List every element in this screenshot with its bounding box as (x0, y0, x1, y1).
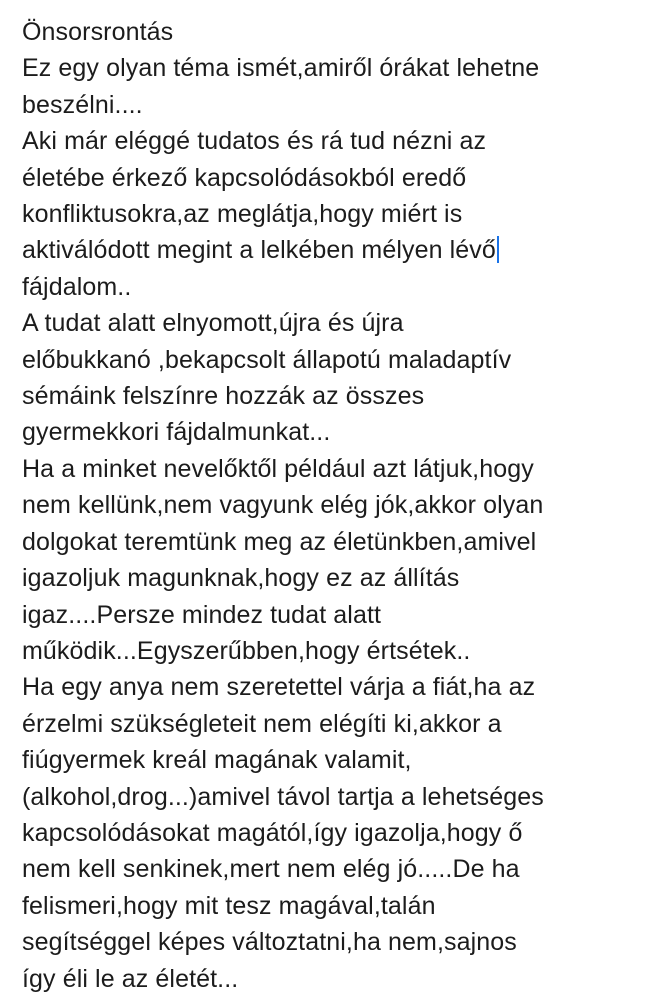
text-line: igaz....Persze mindez tudat alatt (22, 600, 382, 629)
text-line: sémáink felszínre hozzák az összes (22, 382, 425, 411)
text-line: Ez egy olyan téma ismét,amiről órákat lehetne (22, 54, 540, 83)
text-line: aktiválódott megint a lelkében mélyen lévő (22, 236, 496, 265)
post-title: Önsorsrontás (22, 18, 174, 46)
text-line: életébe érkező kapcsolódásokból eredő (22, 163, 467, 192)
text-line: kapcsolódásokat magától,így igazolja,hogy ő (22, 818, 523, 847)
text-line: gyermekkori fájdalmunkat... (22, 418, 331, 447)
text-line: fiúgyermek kreál magának valamit, (22, 746, 412, 775)
text-line: így éli le az életét... (22, 964, 239, 993)
text-line: nem kell senkinek,mert nem elég jó.....De ha (22, 855, 520, 884)
text-line: előbukkanó ,bekapcsolt állapotú maladaptív (22, 345, 512, 374)
text-line: felismeri,hogy mit tesz magával,talán (22, 891, 436, 920)
text-line: beszélni.... (22, 90, 143, 119)
text-line: konfliktusokra,az meglátja,hogy miért is (22, 200, 463, 229)
text-line: érzelmi szükségleteit nem elégíti ki,akkor a (22, 709, 502, 738)
text-line-with-caret (22, 232, 642, 268)
text-line: működik...Egyszerűbben,hogy értsétek.. (22, 636, 471, 665)
text-line: nem kellünk,nem vagyunk elég jók,akkor olyan (22, 491, 544, 520)
text-line: Ha egy anya nem szeretettel várja a fiát,ha az (22, 673, 536, 702)
text-line: dolgokat teremtünk meg az életünkben,amivel (22, 527, 537, 556)
text-line: Aki már eléggé tudatos és rá tud nézni az (22, 127, 487, 156)
text-cursor-caret (497, 236, 499, 263)
post-text-body[interactable] (22, 14, 642, 997)
text-line: Ha a minket nevelőktől például azt látjuk,hogy (22, 454, 534, 483)
text-line: (alkohol,drog...)amivel távol tartja a lehetséges (22, 782, 544, 811)
text-line: fájdalom.. (22, 272, 132, 301)
text-line: igazoljuk magunknak,hogy ez az állítás (22, 564, 460, 593)
text-line: A tudat alatt elnyomott,újra és újra (22, 309, 404, 338)
text-line: segítséggel képes változtatni,ha nem,sajnos (22, 928, 517, 957)
